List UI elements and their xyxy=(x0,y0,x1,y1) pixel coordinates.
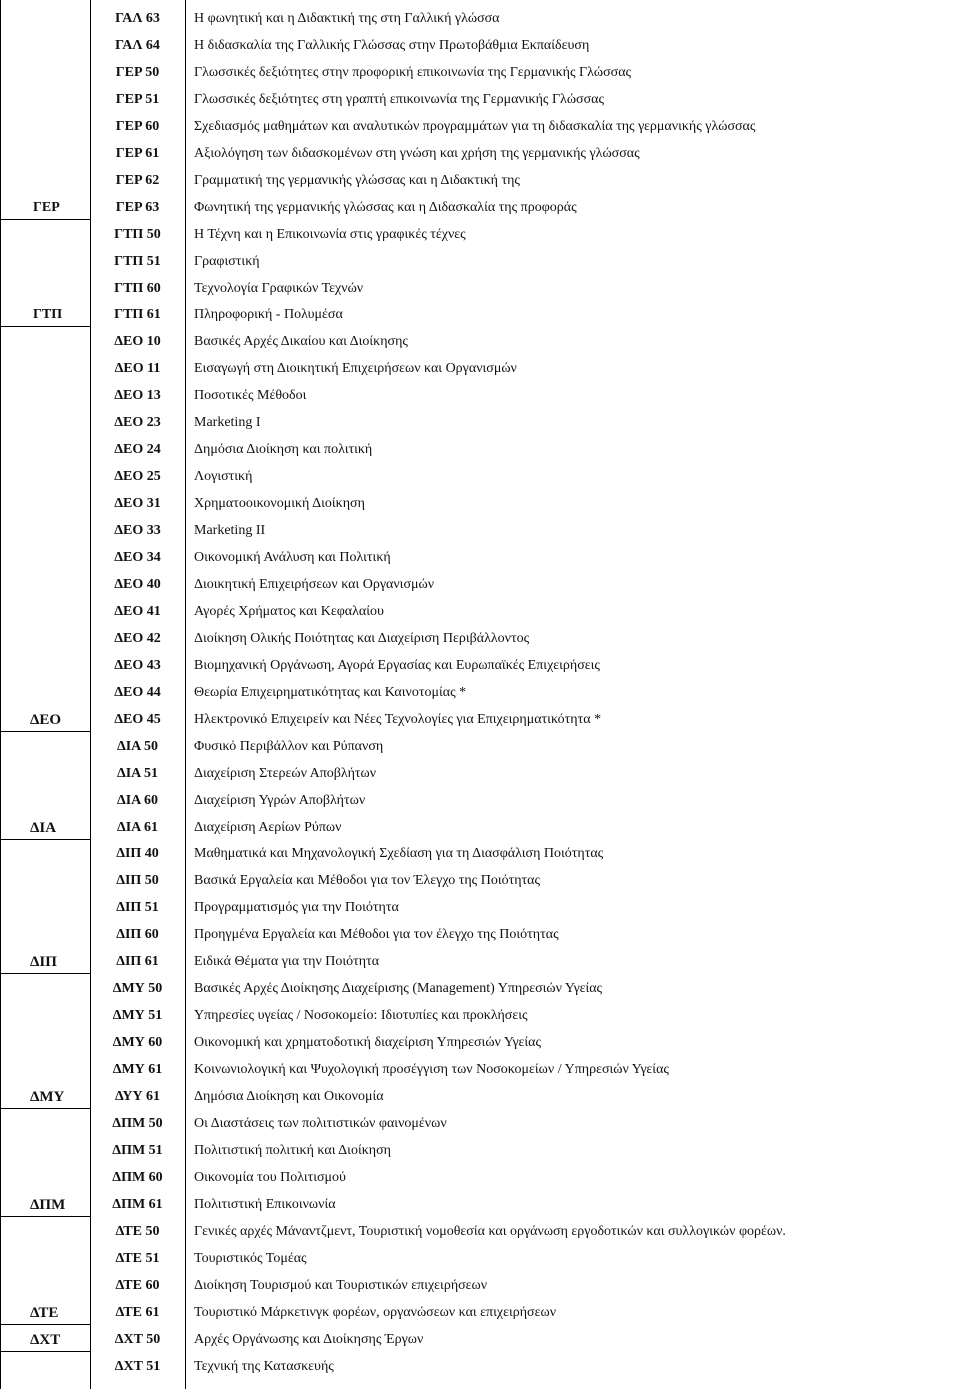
course-code: ΔΕΟ 24 xyxy=(114,442,161,457)
course-title: Αγορές Χρήματος και Κεφαλαίου xyxy=(194,604,384,619)
course-title: Βασικά Εργαλεία και Μέθοδοι για τον Έλεγχο της Ποιότητας xyxy=(194,873,541,888)
course-code: ΔΙΠ 51 xyxy=(116,900,159,915)
group-divider xyxy=(0,326,90,327)
code-rule xyxy=(185,0,186,1389)
course-code: ΔΧΤ 51 xyxy=(114,1359,161,1374)
course-title: Marketing II xyxy=(194,523,266,538)
course-title: Οικονομική Ανάλυση και Πολιτική xyxy=(194,550,391,565)
course-code: ΔΕΟ 45 xyxy=(114,712,161,727)
course-title: Πληροφορική - Πολυμέσα xyxy=(194,307,343,322)
course-title: Κοινωνιολογική και Ψυχολογική προσέγγιση των Νοσοκομείων / Υπηρεσιών Υγείας xyxy=(194,1062,669,1077)
group-code: ΔΙΠ xyxy=(30,954,57,970)
course-title: Μαθηματικά και Μηχανολογική Σχεδίαση για τη Διασφάλιση Ποιότητας xyxy=(194,846,604,861)
course-title: Φωνητική της γερμανικής γλώσσας και η Διδασκαλία της προφοράς xyxy=(194,200,577,215)
course-title: Γραμματική της γερμανικής γλώσσας και η Διδακτική της xyxy=(194,173,520,188)
course-code: ΓΕΡ 51 xyxy=(115,92,160,107)
group-code: ΔΤΕ xyxy=(30,1305,59,1321)
group-divider xyxy=(0,219,90,220)
course-title: Διαχείριση Στερεών Αποβλήτων xyxy=(194,766,377,781)
course-title: Σχεδιασμός μαθημάτων και αναλυτικών προγραμμάτων για τη διδασκαλία της γερμανικής γλώσσας xyxy=(194,119,756,134)
course-title: Βασικές Αρχές Δικαίου και Διοίκησης xyxy=(194,334,408,349)
course-code: ΔΕΟ 33 xyxy=(114,523,161,538)
course-title: Γραφιστική xyxy=(194,254,260,269)
course-code: ΓΑΛ 64 xyxy=(115,38,160,53)
course-code: ΔΙΠ 60 xyxy=(116,927,159,942)
group-divider xyxy=(0,839,90,840)
course-code: ΔΙΑ 60 xyxy=(116,793,159,808)
course-code: ΔΠΜ 60 xyxy=(112,1170,163,1185)
course-title: Φυσικό Περιβάλλον και Ρύπανση xyxy=(194,739,384,754)
group-code: ΔΠΜ xyxy=(30,1197,66,1213)
course-title: Ειδικά Θέματα για την Ποιότητα xyxy=(194,954,380,969)
course-title: Πολιτιστική Επικοινωνία xyxy=(194,1197,336,1212)
course-code: ΔΤΕ 51 xyxy=(115,1251,160,1266)
course-title: Προηγμένα Εργαλεία και Μέθοδοι για τον έλεγχο της Ποιότητας xyxy=(194,927,559,942)
course-code: ΔΠΜ 51 xyxy=(112,1143,163,1158)
course-title: Αξιολόγηση των διδασκομένων στη γνώση και χρήση της γερμανικής γλώσσας xyxy=(194,146,640,161)
course-code: ΓΤΠ 60 xyxy=(114,281,161,296)
course-code: ΓΕΡ 62 xyxy=(115,173,160,188)
group-rule xyxy=(90,0,91,1389)
course-title: Διοίκηση Τουρισμού και Τουριστικών επιχειρήσεων xyxy=(194,1278,488,1293)
left-rule xyxy=(0,0,1,1389)
course-code: ΓΕΡ 50 xyxy=(115,65,160,80)
course-title: Οικονομία του Πολιτισμού xyxy=(194,1170,346,1185)
course-title: Η Τέχνη και η Επικοινωνία στις γραφικές τέχνες xyxy=(194,227,466,242)
course-title: Δημόσια Διοίκηση και πολιτική xyxy=(194,442,373,457)
course-code: ΔΙΠ 50 xyxy=(116,873,159,888)
course-title: Πολιτιστική πολιτική και Διοίκηση xyxy=(194,1143,391,1158)
course-title: Διαχείριση Αερίων Ρύπων xyxy=(194,820,342,835)
course-title: Βασικές Αρχές Διοίκησης Διαχείρισης (Management) Υπηρεσιών Υγείας xyxy=(194,981,603,996)
course-code: ΔΕΟ 25 xyxy=(114,469,161,484)
course-code: ΔΕΟ 13 xyxy=(114,388,161,403)
course-code: ΔΜΥ 60 xyxy=(112,1035,163,1050)
course-code: ΔΙΠ 61 xyxy=(116,954,159,969)
course-code: ΔΕΟ 31 xyxy=(114,496,161,511)
course-code: ΔΠΜ 50 xyxy=(112,1116,163,1131)
course-code: ΔΤΕ 60 xyxy=(115,1278,160,1293)
course-code: ΓΤΠ 61 xyxy=(114,307,161,322)
course-title: Γλωσσικές δεξιότητες στην προφορική επικοινωνία της Γερμανικής Γλώσσας xyxy=(194,65,632,80)
group-code: ΓΕΡ xyxy=(33,200,60,215)
group-divider xyxy=(0,1351,90,1352)
course-title: Χρηματοοικονομική Διοίκηση xyxy=(194,496,365,511)
course-code: ΓΕΡ 61 xyxy=(115,146,160,161)
course-code: ΔΤΕ 61 xyxy=(115,1305,160,1320)
course-title: Marketing I xyxy=(194,415,261,430)
course-code: ΔΕΟ 44 xyxy=(114,685,161,700)
course-title: Διαχείριση Υγρών Αποβλήτων xyxy=(194,793,366,808)
course-code: ΔΜΥ 50 xyxy=(112,981,163,996)
course-title: Τουριστικός Τομέας xyxy=(194,1251,307,1266)
course-title: Διοικητική Επιχειρήσεων και Οργανισμών xyxy=(194,577,435,592)
course-title: Λογιστική xyxy=(194,469,253,484)
course-title: Γλωσσικές δεξιότητες στη γραπτή επικοινωνία της Γερμανικής Γλώσσας xyxy=(194,92,605,107)
course-code: ΔΕΟ 42 xyxy=(114,631,161,646)
course-code: ΓΕΡ 60 xyxy=(115,119,160,134)
group-code: ΔΕΟ xyxy=(30,712,62,728)
course-title: Διοίκηση Ολικής Ποιότητας και Διαχείριση Περιβάλλοντος xyxy=(194,631,530,646)
course-code: ΔΕΟ 11 xyxy=(114,361,161,376)
course-code: ΔΕΟ 23 xyxy=(114,415,161,430)
group-divider xyxy=(0,1216,90,1217)
course-title: Η φωνητική και η Διδακτική της στη Γαλλική γλώσσα xyxy=(194,11,500,26)
course-code: ΓΕΡ 63 xyxy=(115,200,160,215)
course-code: ΔΕΟ 40 xyxy=(114,577,161,592)
course-title: Οικονομική και χρηματοδοτική διαχείριση Υπηρεσιών Υγείας xyxy=(194,1035,542,1050)
course-title: Υπηρεσίες υγείας / Νοσοκομείο: Ιδιοτυπίες και προκλήσεις xyxy=(194,1008,528,1023)
course-title: Αρχές Οργάνωσης και Διοίκησης Έργων xyxy=(194,1332,424,1347)
course-code: ΔΜΥ 51 xyxy=(112,1008,163,1023)
course-code: ΔΠΜ 61 xyxy=(112,1197,163,1212)
course-code: ΔΕΟ 41 xyxy=(114,604,161,619)
group-divider xyxy=(0,1108,90,1109)
course-code: ΓΤΠ 51 xyxy=(114,254,161,269)
course-title: Δημόσια Διοίκηση και Οικονομία xyxy=(194,1089,384,1104)
course-code: ΔΜΥ 61 xyxy=(112,1062,163,1077)
course-code: ΔΙΑ 50 xyxy=(116,739,159,754)
course-code: ΓΤΠ 50 xyxy=(114,227,161,242)
course-title: Προγραμματισμός για την Ποιότητα xyxy=(194,900,399,915)
course-title: Ποσοτικές Μέθοδοι xyxy=(194,388,307,403)
course-title: Τουριστικό Μάρκετινγκ φορέων, οργανώσεων και επιχειρήσεων xyxy=(194,1305,557,1320)
course-title: Εισαγωγή στη Διοικητική Επιχειρήσεων και Οργανισμών xyxy=(194,361,517,376)
course-title: Θεωρία Επιχειρηματικότητας και Καινοτομίας * xyxy=(194,685,467,700)
course-title: Γενικές αρχές Μάναντζμεντ, Τουριστική νομοθεσία και οργάνωση εργοδοτικών και συλλογικών φορέων. xyxy=(194,1224,786,1239)
course-title: Βιομηχανική Οργάνωση, Αγορά Εργασίας και Ευρωπαϊκές Επιχειρήσεις xyxy=(194,658,600,673)
course-title: Ηλεκτρονικό Επιχειρείν και Νέες Τεχνολογίες για Επιχειρηματικότητα * xyxy=(194,712,602,727)
course-code: ΔΕΟ 34 xyxy=(114,550,161,565)
course-code: ΔΕΟ 10 xyxy=(114,334,161,349)
group-code: ΓΤΠ xyxy=(33,307,63,322)
group-divider xyxy=(0,1324,90,1325)
course-code: ΔΙΑ 51 xyxy=(116,766,159,781)
course-title: Η διδασκαλία της Γαλλικής Γλώσσας στην Πρωτοβάθμια Εκπαίδευση xyxy=(194,38,590,53)
course-code: ΔΙΠ 40 xyxy=(116,846,159,861)
course-code: ΔΤΕ 50 xyxy=(115,1224,160,1239)
group-code: ΔΜΥ xyxy=(30,1089,65,1105)
course-title: Τεχνολογία Γραφικών Τεχνών xyxy=(194,281,364,296)
course-code: ΔΙΑ 61 xyxy=(116,820,159,835)
course-code: ΔΕΟ 43 xyxy=(114,658,161,673)
group-divider xyxy=(0,731,90,732)
course-title: Τεχνική της Κατασκευής xyxy=(194,1359,334,1374)
course-code: ΓΑΛ 63 xyxy=(115,11,160,26)
course-code: ΔΥΥ 61 xyxy=(114,1089,161,1104)
course-title: Οι Διαστάσεις των πολιτιστικών φαινομένων xyxy=(194,1116,447,1131)
group-code: ΔΙΑ xyxy=(30,820,57,836)
group-code: ΔΧΤ xyxy=(30,1332,61,1348)
group-divider xyxy=(0,973,90,974)
course-code: ΔΧΤ 50 xyxy=(114,1332,161,1347)
